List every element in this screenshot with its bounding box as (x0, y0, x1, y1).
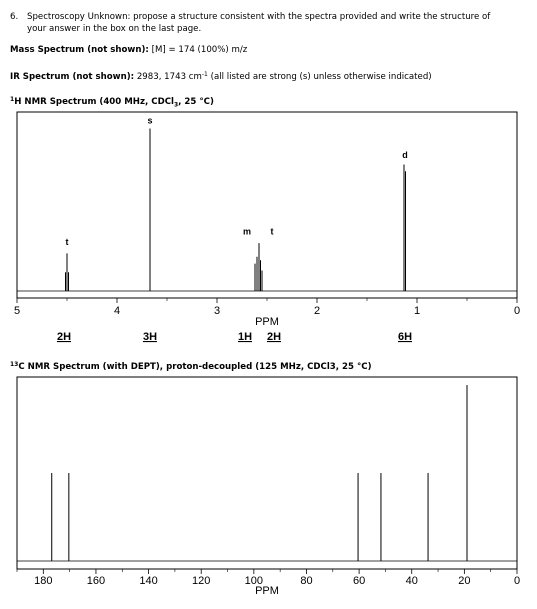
hnmr-title-end: , 25 °C) (178, 97, 214, 107)
hnmr-axis-label: PPM (255, 316, 279, 328)
hnmr-tick-label: 0 (513, 305, 521, 317)
question-text-line1: Spectroscopy Unknown: propose a structure consistent with the spectra provided and write the structure of (27, 12, 491, 22)
hnmr-integration-label: 1H (237, 331, 253, 343)
cnmr-title-text: C NMR Spectrum (with DEPT), proton-decoupled (125 MHz, CDCl3, 25 °C) (18, 362, 372, 372)
cnmr-tick-label: 100 (244, 575, 264, 587)
question-number: 6. (10, 12, 19, 22)
question-text-line2: your answer in the box on the last page. (27, 24, 202, 34)
hnmr-multiplicity-label: t (65, 236, 69, 247)
hnmr-integration-label: 3H (142, 331, 158, 343)
cnmr-plot-frame (17, 377, 517, 569)
cnmr-tick-label: 80 (300, 575, 313, 587)
hnmr-multiplicity-label: d (402, 149, 408, 160)
cnmr-tick-label: 20 (458, 575, 471, 587)
cnmr-tick-label: 140 (139, 575, 158, 587)
cnmr-tick-label: 60 (352, 575, 366, 587)
hnmr-plot-frame (17, 112, 517, 298)
hnmr-integration-label: 6H (397, 331, 413, 343)
hnmr-multiplicity-label: s (147, 115, 153, 126)
cnmr-tick-label: 0 (513, 575, 521, 587)
hnmr-tick-label: 5 (13, 305, 21, 317)
hnmr-tick-label: 4 (113, 305, 121, 317)
cnmr-tick-label: 40 (405, 575, 418, 587)
hnmr-tick-label: 3 (213, 305, 221, 317)
hnmr-integration-label: 2H (266, 331, 282, 343)
ir-spectrum-note: (all listed are strong (s) unless otherwise indicated) (207, 72, 432, 82)
hnmr-tick-label: 1 (413, 305, 421, 317)
mass-spectrum-label: Mass Spectrum (not shown): (10, 45, 149, 55)
hnmr-multiplicity-label: t (270, 226, 274, 237)
hnmr-tick-label: 2 (313, 305, 321, 317)
cnmr-title-sup: 13 (10, 361, 19, 368)
cnmr-tick-label: 120 (192, 575, 211, 587)
mass-spectrum-value: [M] = 174 (100%) m/z (151, 45, 248, 55)
cnmr-tick-label: 160 (86, 575, 106, 587)
hnmr-title-text: H NMR Spectrum (400 MHz, CDCl (14, 97, 174, 107)
cnmr-axis-label: PPM (255, 585, 279, 597)
cnmr-tick-label: 180 (34, 575, 53, 587)
ir-spectrum-value: 2983, 1743 cm (136, 72, 202, 82)
hnmr-title-sub: 3 (173, 101, 179, 109)
hnmr-integration-label: 2H (56, 331, 72, 343)
ir-spectrum-unit-sup: -1 (201, 71, 208, 78)
hnmr-multiplicity-label: m (242, 226, 252, 237)
hnmr-title-sup: 1 (10, 96, 15, 103)
ir-spectrum-label: IR Spectrum (not shown): (10, 72, 135, 82)
